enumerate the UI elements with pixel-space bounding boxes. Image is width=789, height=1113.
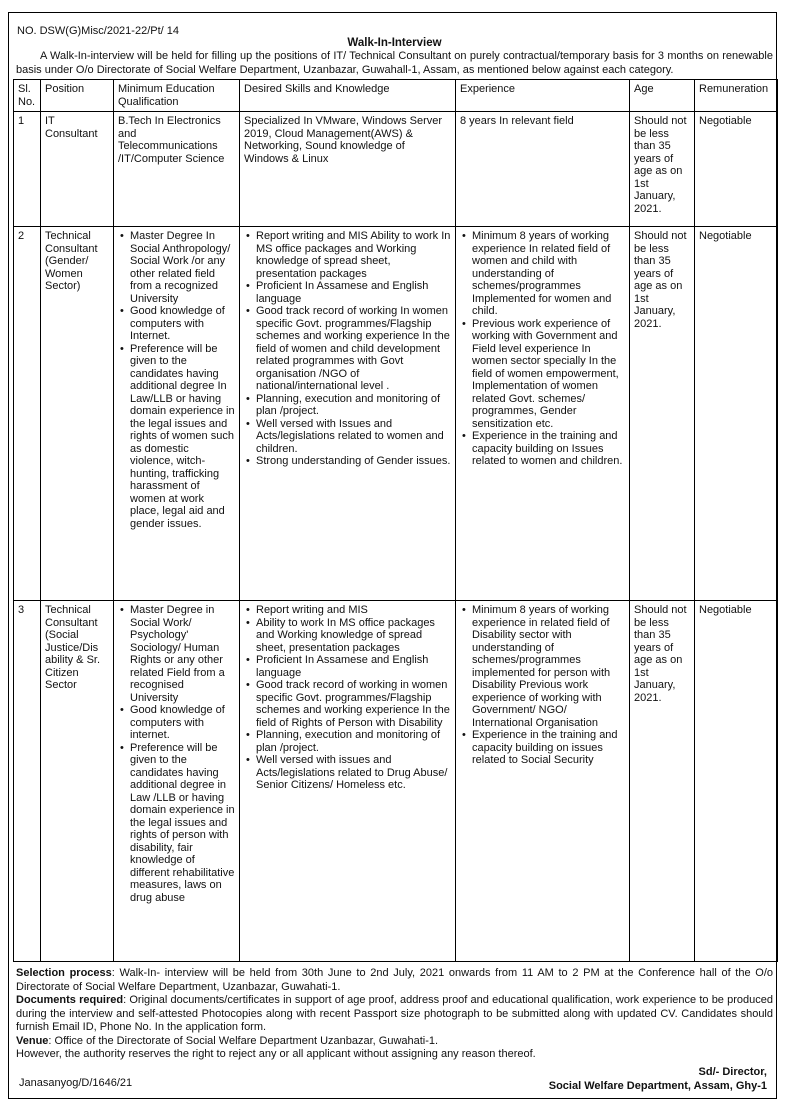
list-item: • Good track record of working In women specific Govt. programmes/Flagship schemes and working experience In the field of women and child development related programmes with Govt organisation /NGO of national/international level . [256, 305, 451, 393]
list-item: • Planning, execution and monitoring of plan /project. [256, 393, 451, 418]
row-sl: 3 [14, 601, 41, 962]
reserve-clause: However, the authority reserves the right to reject any or all applicant without assigning any reason thereof. [16, 1048, 536, 1060]
row-position: Technical Consultant (Gender/ Women Sector) [41, 227, 114, 601]
list-item: • Planning, execution and monitoring of plan /project. [256, 729, 451, 754]
header-age: Age [630, 80, 695, 112]
row-remuneration: Negotiable [695, 227, 778, 601]
list-item: • Minimum 8 years of working experience In related field of women and child with understanding of schemes/programmes Implemented for women and child. [472, 230, 625, 318]
table-row [14, 112, 778, 227]
table-row [14, 601, 778, 962]
row-age: Should not be less than 35 years of age as on 1st January, 2021. [630, 112, 695, 227]
experience-list [460, 230, 625, 468]
list-item: • Report writing and MIS [256, 604, 451, 617]
list-item: • Previous work experience of working with Government and Field level experience In women sector specially In the field of women empowerment, Implementation of women related Govt. schemes/ programmes, Gender sensitization etc. [472, 318, 625, 431]
table-row [14, 227, 778, 601]
education-list [118, 230, 235, 530]
skills-list [244, 230, 451, 468]
list-item: • Proficient In Assamese and English language [256, 654, 451, 679]
list-item: • Good knowledge of computers with Internet. [130, 305, 235, 343]
notice-title: Walk-In-Interview [347, 37, 442, 49]
header-sl: Sl. No. [14, 80, 41, 112]
header-remuneration: Remuneration [695, 80, 778, 112]
row-age: Should not be less than 35 years of age as on 1st January, 2021. [630, 601, 695, 962]
list-item: • Well versed with issues and Acts/legislations related to Drug Abuse/ Senior Citizens/ Homeless etc. [256, 754, 451, 792]
list-item: • Strong understanding of Gender issues. [256, 455, 451, 468]
header-education: Minimum Education Qualification [114, 80, 240, 112]
row-experience: 8 years In relevant field [456, 112, 630, 227]
row-sl: 1 [14, 112, 41, 227]
row-position: IT Consultant [41, 112, 114, 227]
list-item: • Proficient In Assamese and English language [256, 280, 451, 305]
table-header-row [14, 80, 778, 112]
signature-block: Sd/- Director, Social Welfare Department, Assam, Ghy-1 [548, 1066, 767, 1092]
list-item: • Master Degree In Social Anthropology/ Social Work /or any other related field from a recognized University [130, 230, 235, 305]
header-skills: Desired Skills and Knowledge [240, 80, 456, 112]
notice-footer [16, 967, 773, 1062]
row-sl: 2 [14, 227, 41, 601]
row-skills: Specialized In VMware, Windows Server 2019, Cloud Management(AWS) & Networking, Sound knowledge of Windows & Linux [240, 112, 456, 227]
list-item: • Report writing and MIS Ability to work In MS office packages and Working knowledge of spread sheet, presentation packages [256, 230, 451, 280]
reference-number: NO. DSW(G)Misc/2021-22/Pt/ 14 [17, 25, 179, 37]
list-item: • Preference will be given to the candidates having additional degree In Law/LLB or having domain experience in the legal issues and rights of women such as domestic violence, witch-hunting, trafficking harassment of women at work place, legal aid and gender issues. [130, 343, 235, 531]
list-item: • Preference will be given to the candidates having additional degree in Law /LLB or having domain experience in the legal issues and rights of person with disability, fair knowledge of different rehabilitative measures, laws on drug abuse [130, 742, 235, 905]
list-item: • Well versed with Issues and Acts/legislations related to women and children. [256, 418, 451, 456]
row-remuneration: Negotiable [695, 112, 778, 227]
education-list [118, 604, 235, 904]
row-age: Should not be less than 35 years of age as on 1st January, 2021. [630, 227, 695, 601]
documents-required: Documents required: Original documents/certificates in support of age proof, address proof and educational qualification, work experience to be produced during the interview and self-attested Photocopies along with recent Passport size photograph to be submitted along with updated CV. Candidates should furnish Email ID, Phone No. In the application form. [16, 994, 773, 1033]
experience-list [460, 604, 625, 767]
list-item: • Ability to work In MS office packages and Working knowledge of spread sheet, presentation packages [256, 617, 451, 655]
header-position: Position [41, 80, 114, 112]
venue: Venue: Office of the Directorate of Social Welfare Department Uzanbazar, Guwahati-1. [16, 1034, 439, 1047]
list-item: • Master Degree in Social Work/ Psychology' Sociology/ Human Rights or any other related Field from a recognised University [130, 604, 235, 704]
header-experience: Experience [456, 80, 630, 112]
publication-code: Janasanyog/D/1646/21 [19, 1077, 133, 1089]
intro-paragraph: A Walk-In-interview will be held for filling up the positions of IT/ Technical Consultant on purely contractual/temporary basis for 3 months on renewable basis under O/o Directorate of Social Welfare Department, Uzanbazar, Guwahall-1, Assam, as mentioned below against each category. [16, 50, 773, 76]
row-position: Technical Consultant (Social Justice/Dis ability & Sr. Citizen Sector [41, 601, 114, 962]
list-item: • Good knowledge of computers with internet. [130, 704, 235, 742]
selection-process: Selection process: Walk-In- interview will be held from 30th June to 2nd July, 2021 onwards from 11 AM to 2 PM at the Conference hall of the O/o Directorate of Social Welfare Department, Uzanbazar, Guwahati-1. [16, 967, 773, 993]
list-item: • Minimum 8 years of working experience in related field of Disability sector with understanding of schemes/programmes implemented for person with Disability Previous work experience of working with Government/ NGO/ International Organisation [472, 604, 625, 729]
list-item: • Experience in the training and capacity building on Issues related to women and children. [472, 430, 625, 468]
list-item: • Good track record of working in women specific Govt. programmes/Flagship schemes and working experience In the field of Rights of Person with Disability [256, 679, 451, 729]
row-remuneration: Negotiable [695, 601, 778, 962]
list-item: • Experience in the training and capacity building on issues related to Social Security [472, 729, 625, 767]
positions-table [13, 79, 778, 962]
row-education: B.Tech In Electronics and Telecommunications /IT/Computer Science [114, 112, 240, 227]
skills-list [244, 604, 451, 792]
